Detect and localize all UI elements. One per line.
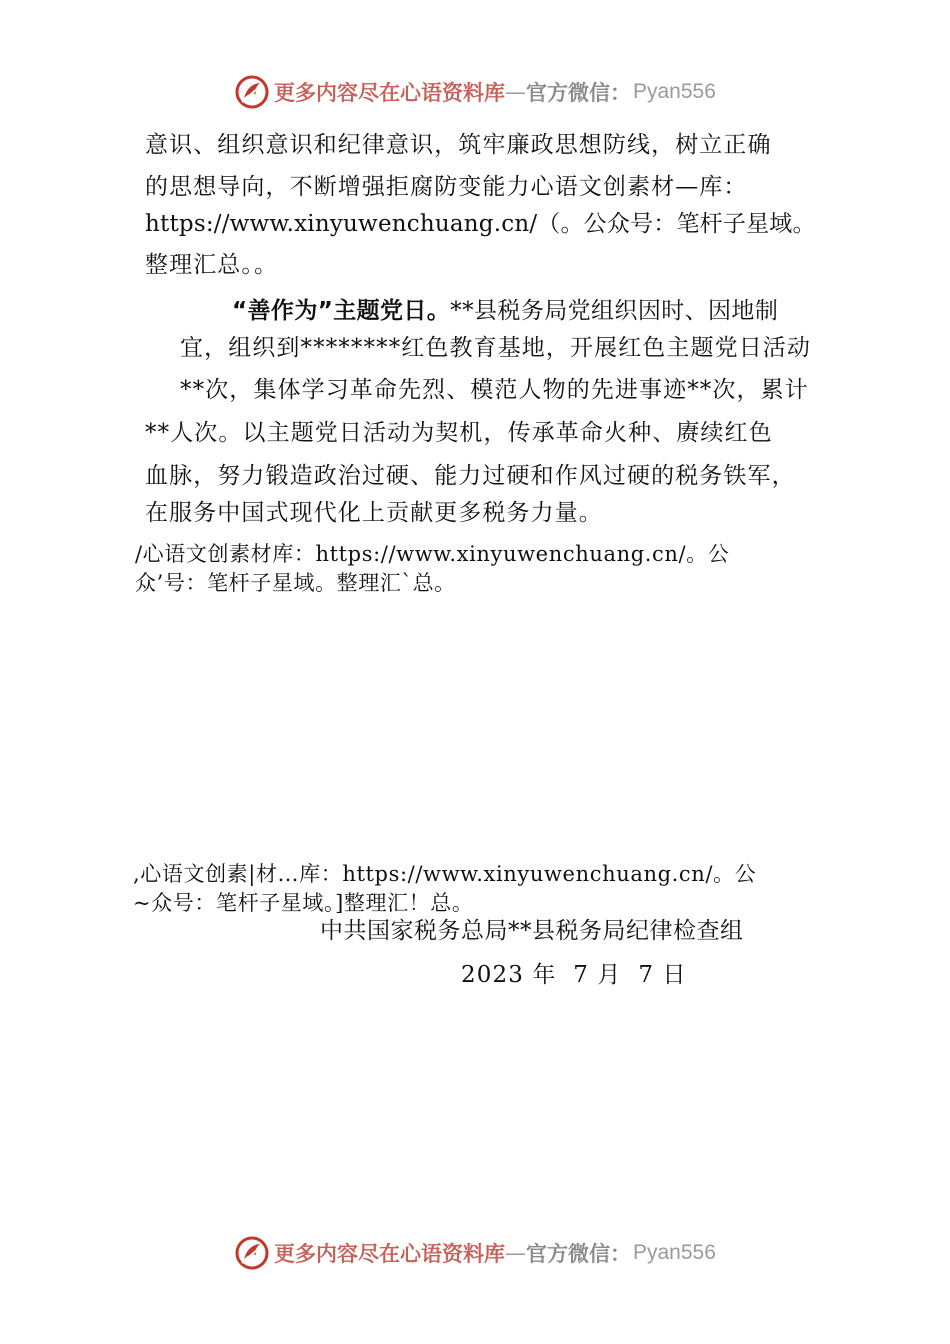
paragraph-2-first-line-rest: **县税务局党组织因时、因地制 bbox=[450, 298, 779, 324]
paragraph-2-line: **次，集体学习革命先烈、模范人物的先进事迹**次，累计 bbox=[180, 377, 809, 403]
watermark-1-line: 众’号：笔杆子星域。整理汇`总。 bbox=[135, 571, 456, 595]
watermark-2-line: ~众号：笔杆子星域。]整理汇！总。 bbox=[133, 891, 474, 915]
paragraph-2-line: **人次。以主题党日活动为契机，传承革命火种、赓续红色 bbox=[145, 420, 773, 446]
banner-wechat-label: 官方微信： bbox=[526, 80, 631, 105]
paragraph-2-first-line bbox=[232, 296, 778, 326]
paragraph-2-line: 在服务中国式现代化上贡献更多税务力量。 bbox=[145, 500, 603, 526]
banner-wechat-label: 官方微信： bbox=[526, 1241, 631, 1266]
paragraph-1-line: 的思想导向，不断增强拒腐防变能力心语文创素材—库： bbox=[145, 174, 748, 200]
watermark-1-line: /心语文创素材库：https://www.xinyuwenchuang.cn/。公 bbox=[135, 542, 730, 566]
signature-date: 2023 年 7 月 7 日 bbox=[461, 962, 687, 988]
paragraph-1-line: 整理汇总。。 bbox=[145, 252, 279, 278]
xinyu-logo-icon bbox=[234, 1235, 270, 1271]
footer-banner bbox=[0, 1233, 950, 1273]
footer-banner-content bbox=[234, 1233, 716, 1273]
header-banner bbox=[0, 72, 950, 112]
banner-separator: — bbox=[505, 1241, 526, 1265]
banner-main-text: 更多内容尽在心语资料库 bbox=[274, 80, 505, 105]
banner-wechat-id: Pyan556 bbox=[633, 80, 716, 103]
banner-main-text: 更多内容尽在心语资料库 bbox=[274, 1241, 505, 1266]
watermark-2-line: ,心语文创素|材…库：https://www.xinyuwenchuang.cn/。公 bbox=[133, 862, 757, 886]
paragraph-1-line: 意识、组织意识和纪律意识，筑牢廉政思想防线，树立正确 bbox=[145, 132, 772, 158]
banner-separator: — bbox=[505, 80, 526, 104]
signature-organization: 中共国家税务总局**县税务局纪律检查组 bbox=[320, 918, 744, 944]
xinyu-logo-icon bbox=[234, 74, 270, 110]
banner-wechat-id: Pyan556 bbox=[633, 1241, 716, 1264]
paragraph-2-line: 宜，组织到********红色教育基地，开展红色主题党日活动 bbox=[180, 335, 811, 361]
paragraph-2-line: 血脉，努力锻造政治过硬、能力过硬和作风过硬的税务铁军， bbox=[145, 463, 796, 489]
paragraph-2-lead: “善作为”主题党日。 bbox=[232, 298, 451, 324]
header-banner-content bbox=[234, 72, 716, 112]
paragraph-1-line: https://www.xinyuwenchuang.cn/（。公众号：笔杆子星域。 bbox=[145, 211, 816, 237]
